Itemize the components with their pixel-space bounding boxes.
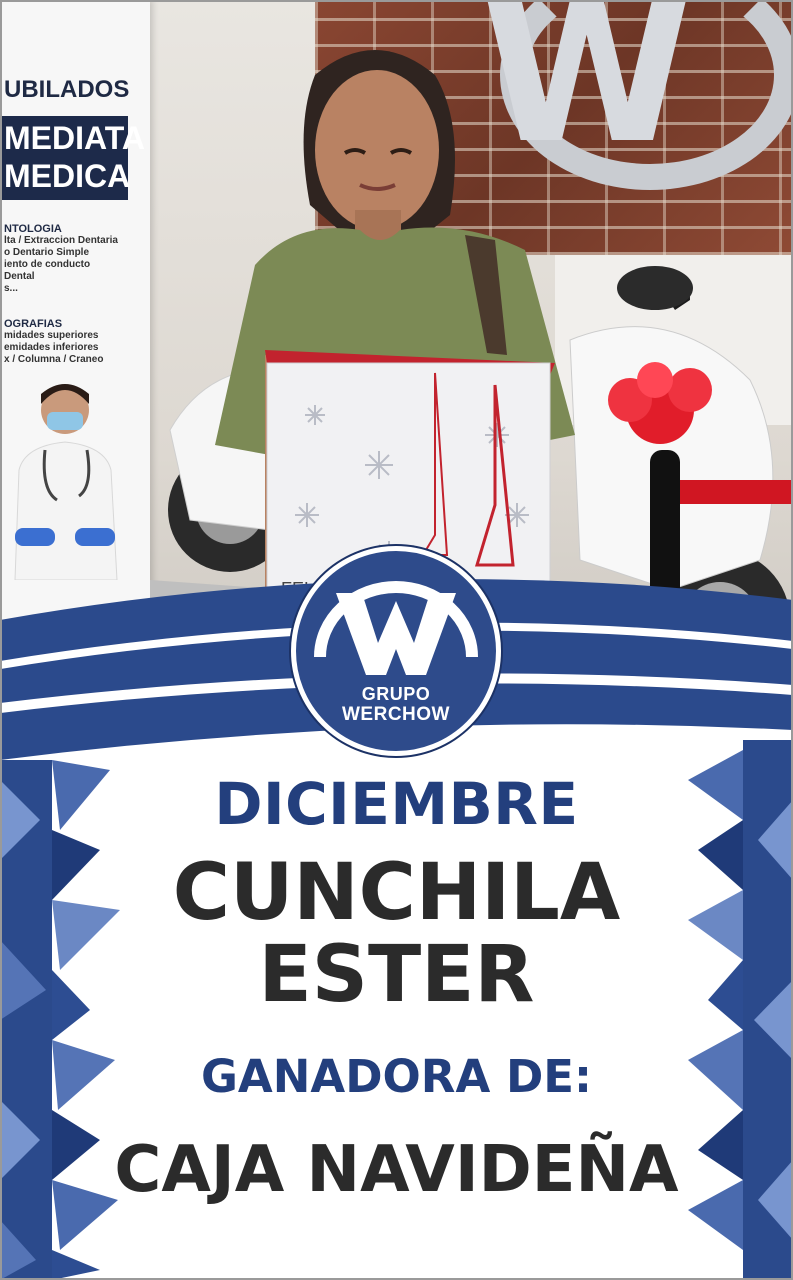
- banner-list-item: o Dentario Simple: [4, 247, 90, 258]
- banner-list-item: midades superiores: [4, 330, 99, 341]
- banner-section-ecografias-title: OGRAFIAS: [4, 318, 63, 330]
- banner-heading: UBILADOS: [4, 76, 130, 103]
- prize-title: CAJA NAVIDEÑA: [114, 1133, 679, 1207]
- doctor-figure-icon: [5, 380, 135, 580]
- banner-list-item: s...: [4, 283, 18, 294]
- grupo-werchow-logo: [291, 546, 501, 756]
- winner-first-name: ESTER: [258, 930, 535, 1020]
- banner-section-odontologia-title: NTOLOGIA: [4, 223, 62, 235]
- banner-list-item: iento de conducto: [4, 259, 91, 270]
- banner-section-odontologia: [4, 223, 118, 295]
- banner-section-ecografias: [4, 318, 103, 366]
- winner-surname: CUNCHILA: [172, 848, 621, 938]
- winner-label: GANADORA DE:: [200, 1050, 593, 1103]
- banner-title-2: MEDICA: [4, 158, 131, 194]
- banner-list-item: x / Columna / Craneo: [4, 354, 104, 365]
- banner-list-item: emidades inferiores: [4, 342, 99, 353]
- werchow-w-icon: [314, 579, 478, 679]
- banner-title-1: MEDIATA: [4, 120, 146, 156]
- banner-stand: [0, 0, 150, 620]
- banner-list-item: lta / Extraccion Dentaria: [4, 235, 118, 246]
- banner-list-item: Dental: [4, 271, 35, 282]
- wall-logo-w-icon: W: [482, 0, 682, 185]
- logo-text-grupo: GRUPO: [361, 684, 431, 704]
- logo-text-werchow: WERCHOW: [342, 704, 450, 725]
- month-title: DICIEMBRE: [214, 770, 579, 838]
